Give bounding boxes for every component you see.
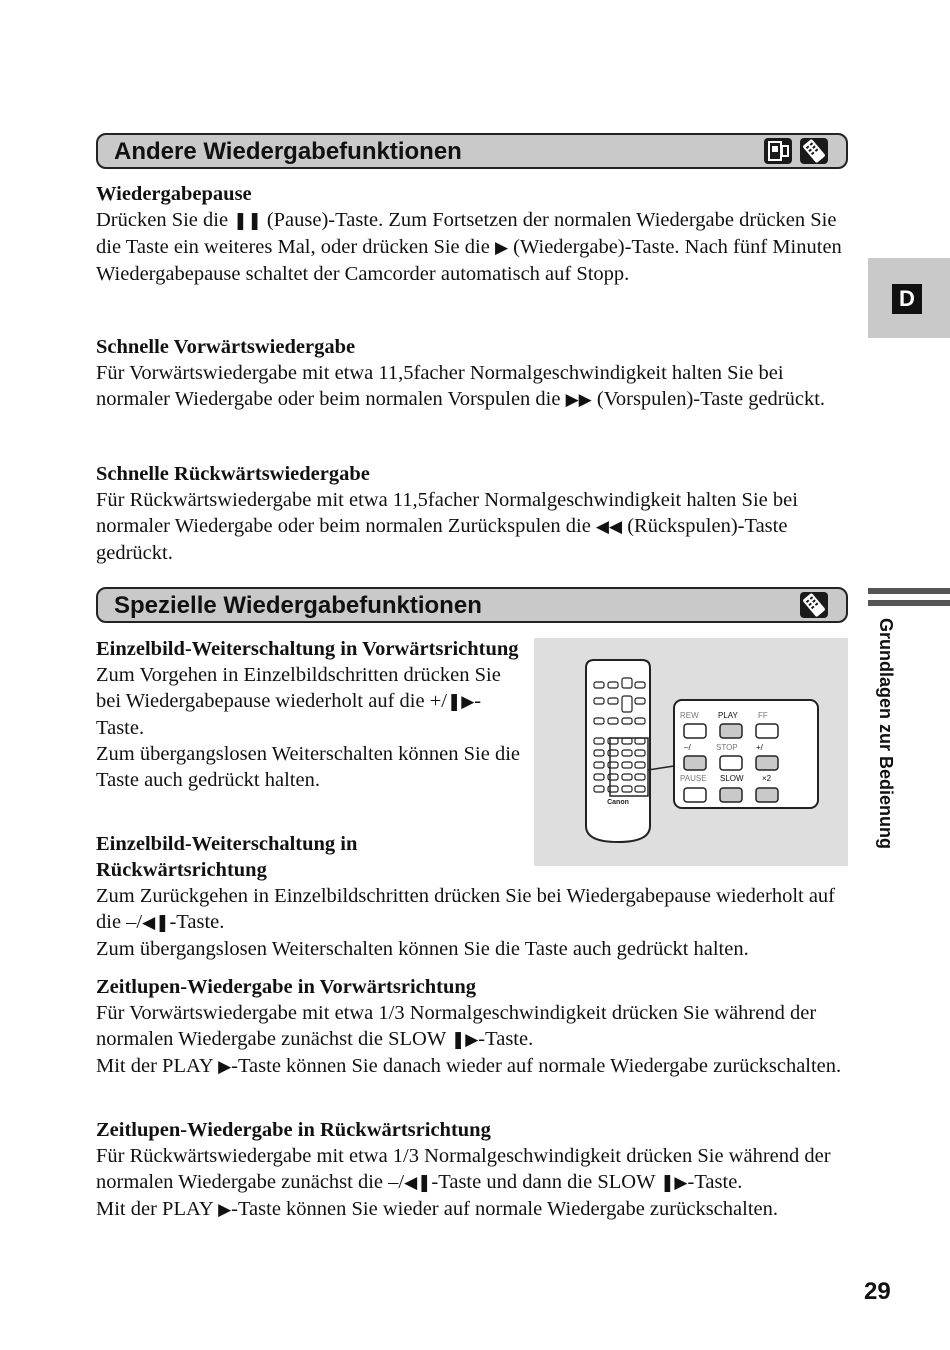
block-text: Für Rückwärtswiedergabe mit etwa 11,5facher Normalgeschwindigkeit halten Sie bei normaler Wiedergabe oder beim normalen Zurückspulen die ◀◀ (Rückspulen)-Taste gedrückt. (96, 489, 798, 564)
pause-label: PAUSE (680, 774, 707, 783)
remote-control-icon (800, 138, 828, 164)
stop-label: STOP (716, 743, 738, 752)
side-rule (868, 600, 950, 606)
block-text: Zum Zurückgehen in Einzelbildschritten drücken Sie bei Wiedergabepause wiederholt auf die –/◀❚-Taste. Zum übergangslosen Weiterschalten können Sie die Taste auch gedrückt halten. (96, 885, 836, 960)
block-heading: Einzelbild-Weiterschaltung in Rückwärtsrichtung (96, 833, 358, 881)
block-heading: Wiedergabepause (96, 183, 252, 205)
language-tab (868, 258, 950, 338)
remote-brand: Canon (607, 799, 629, 806)
language-tab-letter: D (892, 284, 922, 314)
block-heading: Einzelbild-Weiterschaltung in Vorwärtsrichtung (96, 638, 519, 660)
block-heading: Schnelle Vorwärtswiedergabe (96, 336, 356, 358)
frame-reverse-icon: ◀❚ (142, 913, 170, 933)
page-number: 29 (864, 1278, 891, 1305)
block-text: Drücken Sie die ❚❚ (Pause)-Taste. Zum Fortsetzen der normalen Wiedergabe drücken Sie die Taste ein weiteres Mal, oder drücken Sie die ▶ (Wiedergabe)-Taste. Nach fünf Minuten Wiedergabepause schaltet der Camcorder automatisch auf Stopp. (96, 209, 842, 285)
slow-icon: ❚▶ (450, 1030, 479, 1050)
play-icon: ▶ (218, 1200, 232, 1220)
pause-icon: ❚❚ (233, 211, 262, 231)
block-heading: Zeitlupen-Wiedergabe in Rückwärtsrichtung (96, 1119, 491, 1141)
section-title: Andere Wiedergabefunktionen (114, 138, 462, 165)
chapter-label: Grundlagen zur Bedienung (876, 618, 896, 850)
camcorder-icon (764, 138, 792, 164)
play-label: PLAY (718, 711, 738, 720)
play-icon: ▶ (218, 1057, 232, 1077)
side-rule (868, 588, 950, 594)
block-einzelbild-rueckwaerts (96, 831, 856, 962)
slow-label: SLOW (720, 774, 744, 783)
ff-label: FF (758, 711, 768, 720)
frame-advance-icon: ❚▶ (446, 692, 475, 712)
block-text: Für Vorwärtswiedergabe mit etwa 1/3 Normalgeschwindigkeit drücken Sie während der normalen Wiedergabe zunächst die SLOW ❚▶-Taste. Mit der PLAY ▶-Taste können Sie danach wieder auf normale Wiedergabe zurückschalten. (96, 1002, 842, 1077)
play-icon: ▶ (494, 238, 509, 258)
section-header-spezielle (96, 587, 848, 623)
block-text: Für Vorwärtswiedergabe mit etwa 11,5facher Normalgeschwindigkeit halten Sie bei normaler Wiedergabe oder beim normalen Vorspulen die ▶▶ (Vorspulen)-Taste gedrückt. (96, 362, 826, 410)
frame-reverse-icon: ◀❚ (404, 1173, 432, 1193)
section-title: Spezielle Wiedergabefunktionen (114, 592, 482, 619)
block-vorwaerts (96, 334, 856, 413)
block-zeitlupe-vorwaerts (96, 974, 856, 1080)
section-header-andere (96, 133, 848, 169)
x2-label: ×2 (762, 774, 772, 783)
block-einzelbild-vorwaerts (96, 636, 521, 793)
block-text: Zum Vorgehen in Einzelbildschritten drücken Sie bei Wiedergabepause wiederholt auf die +/❚▶-Taste. Zum übergangslosen Weiterschalten können Sie die Taste auch gedrückt halten. (96, 664, 521, 791)
block-wiedergabepause (96, 181, 856, 287)
block-zeitlupe-rueckwaerts (96, 1117, 856, 1223)
block-text: Für Rückwärtswiedergabe mit etwa 1/3 Normalgeschwindigkeit drücken Sie während der normalen Wiedergabe zunächst die –/◀❚-Taste und dann die SLOW ❚▶-Taste. Mit der PLAY ▶-Taste können Sie wieder auf normale Wiedergabe zurückschalten. (96, 1145, 831, 1220)
plus-label: +/ (756, 743, 763, 752)
fast-forward-icon: ▶▶ (565, 390, 592, 410)
rew-label: REW (680, 711, 699, 720)
block-heading: Schnelle Rückwärtswiedergabe (96, 463, 370, 485)
block-heading: Zeitlupen-Wiedergabe in Vorwärtsrichtung (96, 976, 477, 998)
rewind-icon: ◀◀ (595, 517, 623, 537)
slow-icon: ❚▶ (660, 1173, 688, 1193)
minus-label: –/ (684, 743, 691, 752)
remote-control-icon (800, 592, 828, 618)
block-rueckwaerts (96, 461, 856, 566)
